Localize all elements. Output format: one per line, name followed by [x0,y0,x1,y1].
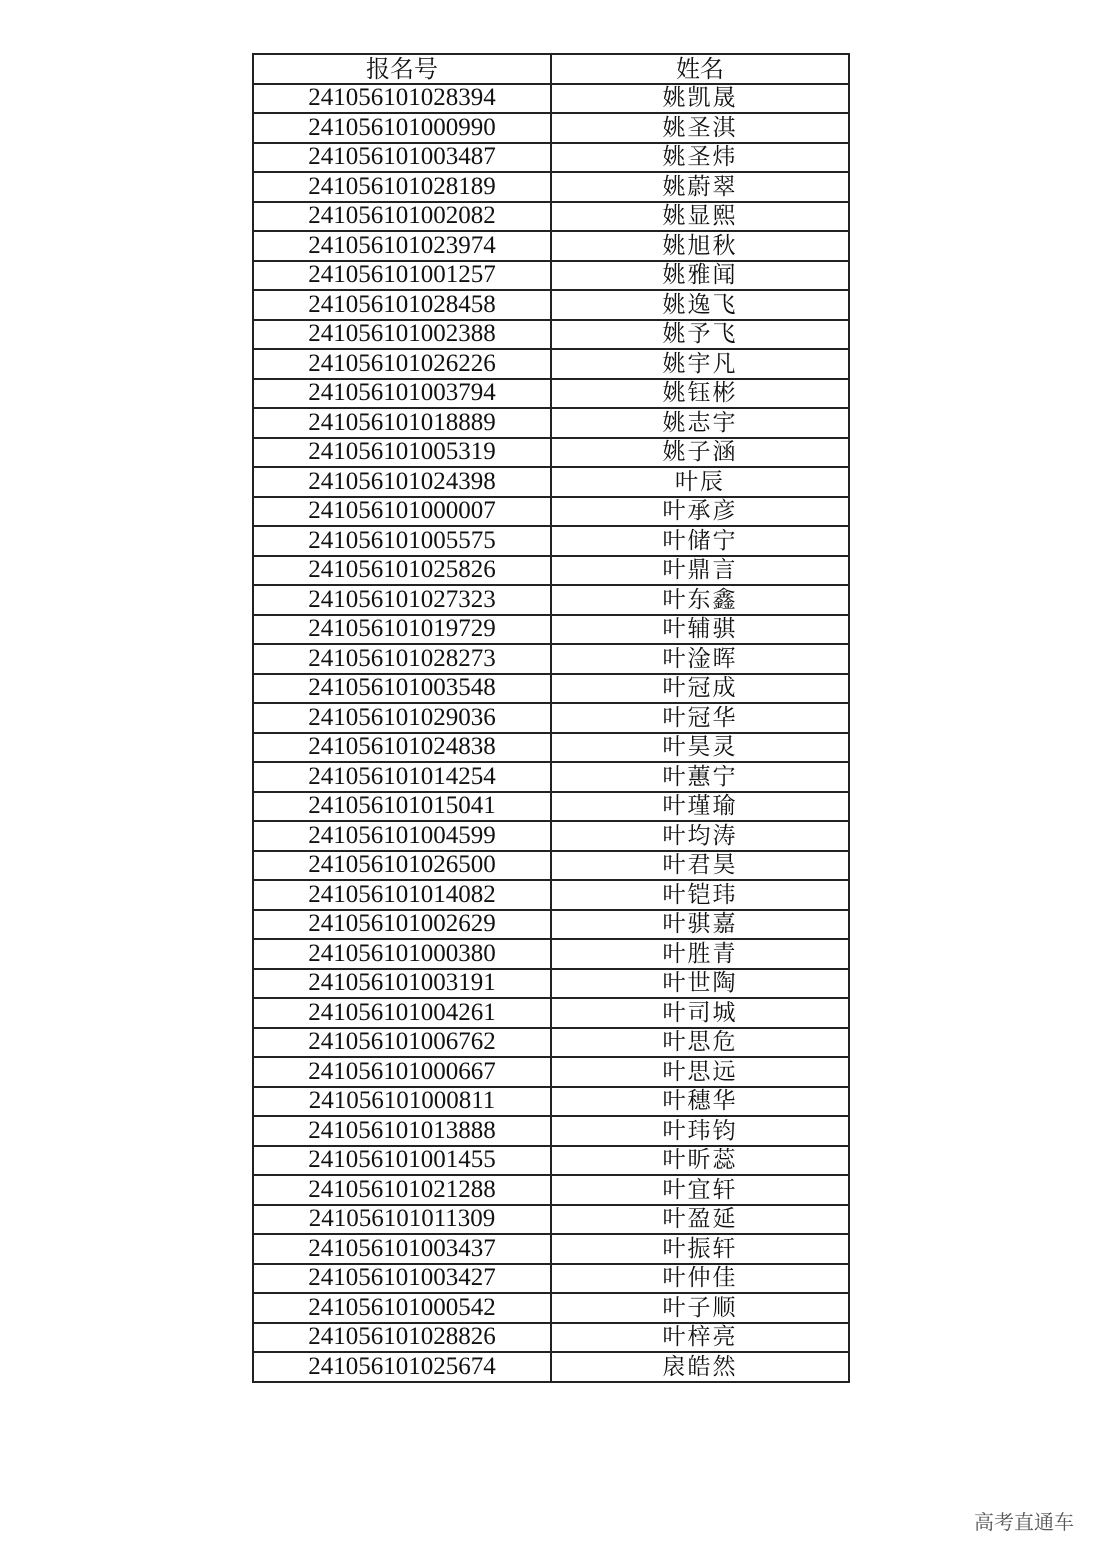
registration-number-cell: 241056101001455 [253,1146,551,1176]
name-cell: 姚予飞 [551,320,849,350]
name-cell: 姚显熙 [551,202,849,232]
name-cell: 叶穗华 [551,1087,849,1117]
watermark-text: 高考直通车 [974,1510,1074,1534]
registration-number-cell: 241056101029036 [253,703,551,733]
name-cell: 叶储宁 [551,526,849,556]
table-row [253,703,849,733]
table-body [253,84,849,1382]
table-row [253,1205,849,1235]
name-cell: 叶鼎言 [551,556,849,586]
name-cell: 叶昊灵 [551,733,849,763]
name-cell: 叶振轩 [551,1234,849,1264]
table-header-row [253,54,849,84]
name-cell: 叶瑾瑜 [551,792,849,822]
name-cell: 叶辰 [551,467,849,497]
name-cell: 叶均涛 [551,821,849,851]
table-row [253,792,849,822]
table-row [253,1116,849,1146]
table-row [253,1175,849,1205]
table-row [253,939,849,969]
table-row [253,320,849,350]
registration-number-cell: 241056101019729 [253,615,551,645]
table-row [253,821,849,851]
table-row [253,1264,849,1294]
table-row [253,379,849,409]
table-row [253,1323,849,1353]
registration-number-cell: 241056101014082 [253,880,551,910]
name-cell: 叶冠华 [551,703,849,733]
registration-number-cell: 241056101005319 [253,438,551,468]
table-row [253,1057,849,1087]
registration-number-cell: 241056101021288 [253,1175,551,1205]
registration-number-cell: 241056101023974 [253,231,551,261]
name-cell: 叶思远 [551,1057,849,1087]
name-cell: 叶承彦 [551,497,849,527]
table-row [253,998,849,1028]
name-cell: 叶世陶 [551,969,849,999]
table-row [253,113,849,143]
registration-number-cell: 241056101003437 [253,1234,551,1264]
header-registration-number: 报名号 [253,54,551,84]
table-row [253,674,849,704]
registration-number-cell: 241056101005575 [253,526,551,556]
registration-number-cell: 241056101006762 [253,1028,551,1058]
name-cell: 叶冠成 [551,674,849,704]
registration-number-cell: 241056101028826 [253,1323,551,1353]
name-cell: 叶梓亮 [551,1323,849,1353]
name-cell: 叶铠玮 [551,880,849,910]
name-cell: 叶君昊 [551,851,849,881]
name-cell: 姚宇凡 [551,349,849,379]
table-row [253,84,849,114]
table-row [253,290,849,320]
table-row [253,910,849,940]
registration-number-cell: 241056101000667 [253,1057,551,1087]
registration-number-cell: 241056101026226 [253,349,551,379]
name-cell: 叶昕蕊 [551,1146,849,1176]
table-row [253,261,849,291]
table-row [253,1146,849,1176]
table-row [253,851,849,881]
name-cell: 姚圣炜 [551,143,849,173]
name-cell: 姚圣淇 [551,113,849,143]
registration-number-cell: 241056101028458 [253,290,551,320]
registration-number-cell: 241056101002388 [253,320,551,350]
registration-number-cell: 241056101004261 [253,998,551,1028]
registration-number-cell: 241056101028273 [253,644,551,674]
table-row [253,408,849,438]
name-cell: 姚蔚翠 [551,172,849,202]
table-row [253,585,849,615]
registration-number-cell: 241056101000542 [253,1293,551,1323]
admission-list-table-wrapper [252,53,848,1383]
name-cell: 叶思危 [551,1028,849,1058]
table-row [253,644,849,674]
registration-number-cell: 241056101003427 [253,1264,551,1294]
name-cell: 叶蕙宁 [551,762,849,792]
registration-number-cell: 241056101025674 [253,1352,551,1382]
table-row [253,1293,849,1323]
table-row [253,231,849,261]
name-cell: 叶司城 [551,998,849,1028]
table-row [253,969,849,999]
registration-number-cell: 241056101000990 [253,113,551,143]
registration-number-cell: 241056101000380 [253,939,551,969]
name-cell: 叶淦晖 [551,644,849,674]
name-cell: 叶胜青 [551,939,849,969]
name-cell: 姚志宇 [551,408,849,438]
name-cell: 叶辅骐 [551,615,849,645]
table-row [253,526,849,556]
registration-number-cell: 241056101000007 [253,497,551,527]
table-row [253,1352,849,1382]
name-cell: 叶骐嘉 [551,910,849,940]
name-cell: 叶仲佳 [551,1264,849,1294]
name-cell: 姚旭秋 [551,231,849,261]
name-cell: 姚雅闻 [551,261,849,291]
registration-number-cell: 241056101018889 [253,408,551,438]
table-row [253,733,849,763]
name-cell: 姚凯晟 [551,84,849,114]
registration-number-cell: 241056101001257 [253,261,551,291]
registration-number-cell: 241056101024398 [253,467,551,497]
registration-number-cell: 241056101026500 [253,851,551,881]
table-row [253,1234,849,1264]
registration-number-cell: 241056101002082 [253,202,551,232]
name-cell: 叶宜轩 [551,1175,849,1205]
registration-number-cell: 241056101003794 [253,379,551,409]
name-cell: 叶盈延 [551,1205,849,1235]
table-row [253,1028,849,1058]
table-row [253,615,849,645]
registration-number-cell: 241056101003487 [253,143,551,173]
registration-number-cell: 241056101028189 [253,172,551,202]
name-cell: 叶东鑫 [551,585,849,615]
table-row [253,202,849,232]
table-row [253,172,849,202]
table-row [253,1087,849,1117]
registration-number-cell: 241056101027323 [253,585,551,615]
registration-number-cell: 241056101003548 [253,674,551,704]
table-row [253,556,849,586]
header-name: 姓名 [551,54,849,84]
registration-number-cell: 241056101004599 [253,821,551,851]
table-row [253,143,849,173]
name-cell: 扆皓然 [551,1352,849,1382]
name-cell: 姚逸飞 [551,290,849,320]
table-row [253,762,849,792]
admission-list-table [252,53,850,1383]
registration-number-cell: 241056101025826 [253,556,551,586]
registration-number-cell: 241056101002629 [253,910,551,940]
table-row [253,467,849,497]
name-cell: 姚钰彬 [551,379,849,409]
registration-number-cell: 241056101024838 [253,733,551,763]
registration-number-cell: 241056101015041 [253,792,551,822]
registration-number-cell: 241056101013888 [253,1116,551,1146]
registration-number-cell: 241056101003191 [253,969,551,999]
table-row [253,497,849,527]
registration-number-cell: 241056101011309 [253,1205,551,1235]
name-cell: 叶子顺 [551,1293,849,1323]
table-row [253,438,849,468]
registration-number-cell: 241056101028394 [253,84,551,114]
registration-number-cell: 241056101000811 [253,1087,551,1117]
name-cell: 叶玮钧 [551,1116,849,1146]
registration-number-cell: 241056101014254 [253,762,551,792]
name-cell: 姚子涵 [551,438,849,468]
table-row [253,349,849,379]
table-row [253,880,849,910]
